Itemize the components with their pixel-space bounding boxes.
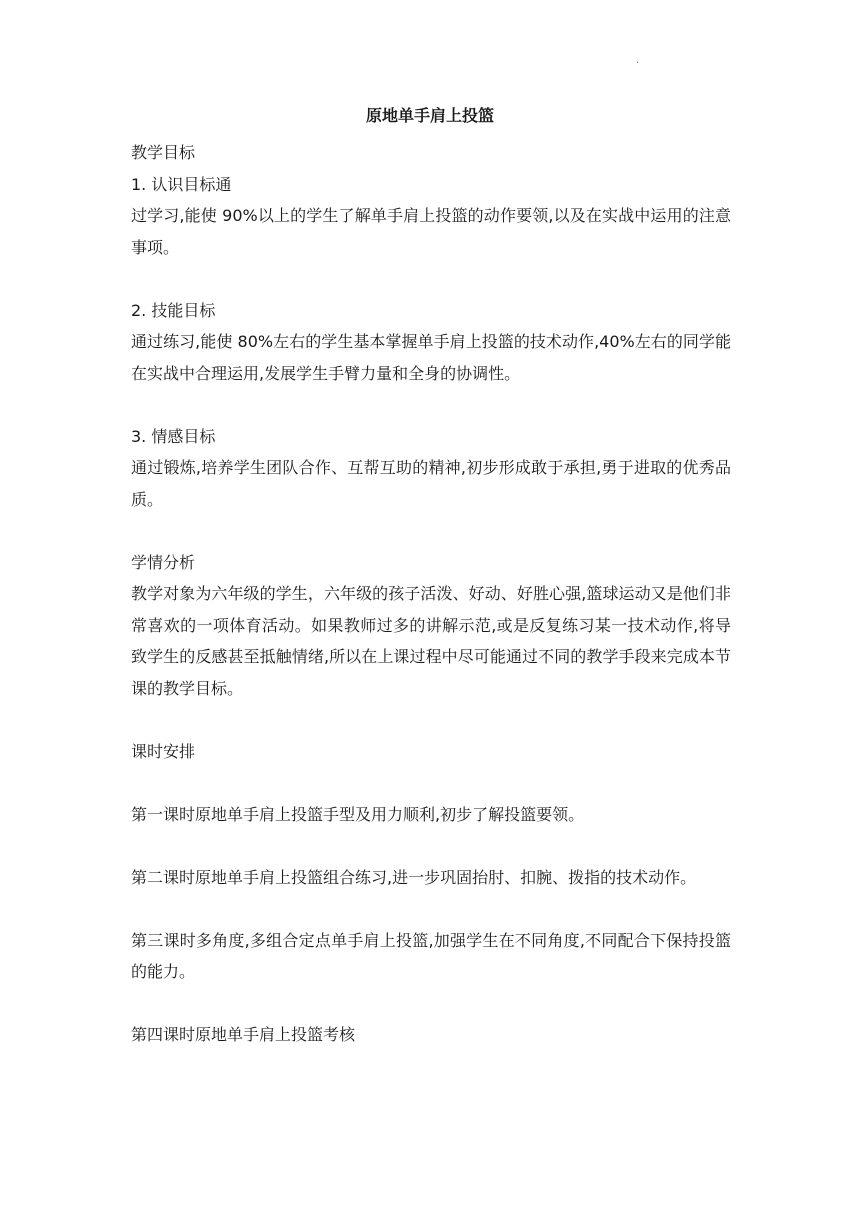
objective-2-heading: 2. 技能目标 xyxy=(131,300,216,320)
spacer xyxy=(131,830,731,862)
spacer xyxy=(131,893,731,925)
spacer xyxy=(131,263,731,295)
objectives-heading: 教学目标 xyxy=(131,143,196,162)
spacer xyxy=(131,988,731,1020)
lesson-1: 第一课时原地单手肩上投篮手型及用力顺利,初步了解投篮要领。 xyxy=(131,804,585,824)
spacer xyxy=(131,389,731,421)
objective-1-heading: 1. 认识目标通 xyxy=(131,174,232,194)
schedule-heading: 课时安排 xyxy=(131,741,196,761)
objective-3-heading: 3. 情感目标 xyxy=(131,426,216,446)
lesson-4: 第四课时原地单手肩上投篮考核 xyxy=(131,1025,356,1044)
objective-2-text: 通过练习,能使 80%左右的学生基本掌握单手肩上投篮的技术动作,40%左右的同学能在实战中合理运用,发展学生手臂力量和全身的协调性。 xyxy=(131,332,731,383)
objective-3-text: 通过锻炼,培养学生团队合作、互帮互助的精神,初步形成敢于承担,勇于进取的优秀品质。 xyxy=(131,458,731,509)
analysis-heading: 学情分析 xyxy=(131,552,196,572)
document-body xyxy=(131,137,731,1051)
page-title: 原地单手肩上投篮 xyxy=(365,106,494,125)
header-dot: . xyxy=(636,55,640,66)
objective-1-text: 过学习,能使 90%以上的学生了解单手肩上投篮的动作要领,以及在实战中运用的注意事项。 xyxy=(131,206,731,257)
analysis-text: 教学对象为六年级的学生，六年级的孩子活泼、好动、好胜心强,篮球运动又是他们非常喜欢的一项体育活动。如果教师过多的讲解示范,或是反复练习某一技术动作,将导致学生的反感甚至抵触情绪,所以在上课过程中尽可能通过不同的教学手段来完成本节课的教学目标。 xyxy=(131,584,731,698)
spacer xyxy=(131,767,731,799)
spacer xyxy=(131,704,731,736)
lesson-2: 第二课时原地单手肩上投篮组合练习,进一步巩固抬肘、扣腕、拨指的技术动作。 xyxy=(131,867,697,887)
lesson-3: 第三课时多角度,多组合定点单手肩上投篮,加强学生在不同角度,不同配合下保持投篮的能力。 xyxy=(131,930,731,981)
spacer xyxy=(131,515,731,547)
